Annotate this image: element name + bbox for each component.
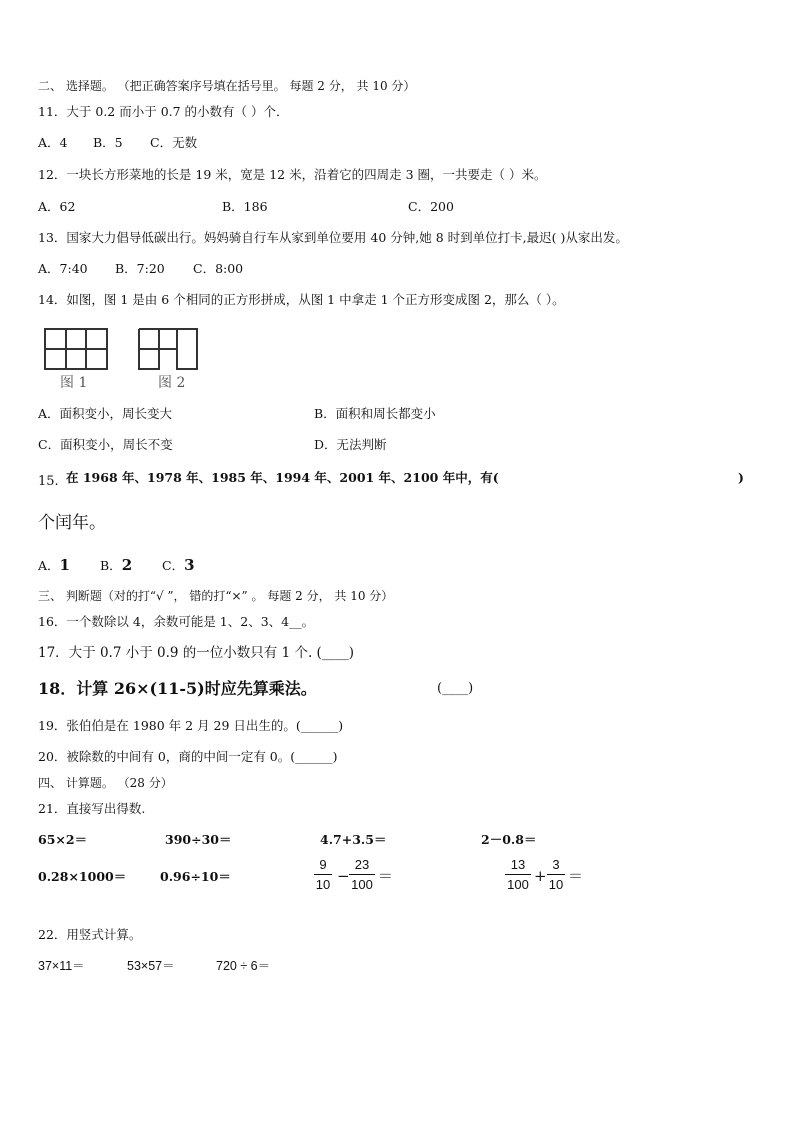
q21-frac1-numerator-1: 9 <box>319 857 327 872</box>
q21-frac2-denominator-1: 100 <box>507 877 529 892</box>
question-13: 13．国家大力倡导低碳出行。妈妈骑自行车从家到单位要用 40 分钟,她 8 时到单位打卡,最迟( )从家出发。 <box>38 230 628 245</box>
q15-line-1: 在 1968 年、1978 年、1985 年、1994 年、2001 年、2100 年中，有( <box>66 470 499 485</box>
q15-option-b-value: 2 <box>121 556 133 574</box>
q15-option-c-value: 3 <box>184 556 195 574</box>
q12-option-c: C．200 <box>408 199 454 214</box>
q21-frac2-denominator-2: 10 <box>548 877 564 892</box>
question-11: 11．大于 0.2 而小于 0.7 的小数有（ ）个． <box>38 104 289 119</box>
q15-number: 15. <box>38 474 59 489</box>
q21-item-1: 65×2＝ <box>38 832 88 847</box>
q21-frac2-numerator-1: 13 <box>510 857 526 872</box>
q14-option-a: A．面积变小，周长变大 <box>38 406 173 421</box>
question-14: 14．如图，图 1 是由 6 个相同的正方形拼成，从图 1 中拿走 1 个正方形变成图 2，那么（ ）。 <box>38 292 565 307</box>
question-18: 18．计算 26×(11-5)时应先算乘法。 <box>38 679 317 698</box>
q11-option-c: C．无数 <box>150 135 198 150</box>
figure-2-shape <box>138 328 198 370</box>
q15-option-a <box>38 557 70 574</box>
q21-item-4: 2－0.8＝ <box>481 832 537 847</box>
figure-1-grid <box>44 328 108 370</box>
q15-option-b <box>100 557 132 574</box>
q21-frac1-denominator-2: 100 <box>351 877 373 892</box>
q21-frac2-equals: ＝ <box>568 867 584 885</box>
q22-item-2: 53×57＝ <box>127 959 175 973</box>
q21-frac2-first <box>505 857 531 892</box>
q15-line-2: 个闰年。 <box>38 513 106 533</box>
q21-frac1-equals: ＝ <box>378 867 394 885</box>
q21-item-3: 4.7+3.5＝ <box>320 832 387 847</box>
q18-answer-blank: (____) <box>437 681 474 696</box>
question-16: 16．一个数除以 4，余数可能是 1、2、3、4__。 <box>38 614 315 629</box>
q21-frac2-second <box>547 857 565 892</box>
q12-option-b: B．186 <box>222 199 268 214</box>
section-4-title: 四、 计算题。 （28 分） <box>38 776 173 790</box>
q13-option-b: B．7:20 <box>115 261 165 276</box>
q21-item-2: 390÷30＝ <box>165 832 232 847</box>
q21-item-6: 0.96÷10＝ <box>160 869 231 884</box>
q15-option-c <box>162 557 195 574</box>
q15-option-c-letter: C． <box>162 558 185 573</box>
q21-frac2-numerator-2: 3 <box>552 857 560 872</box>
q21-frac1-first <box>314 857 332 892</box>
q12-option-a: A．62 <box>38 199 76 214</box>
q11-option-a: A．4 <box>38 135 68 150</box>
question-17: 17．大于 0.7 小于 0.9 的一位小数只有 1 个. (____) <box>38 645 355 661</box>
q22-item-1: 37×11＝ <box>38 959 85 973</box>
q21-frac2-operator: + <box>534 867 547 885</box>
q21-frac1-denominator-1: 10 <box>315 877 331 892</box>
question-19: 19．张伯伯是在 1980 年 2 月 29 日出生的。(______) <box>38 718 344 733</box>
q15-option-a-letter: A． <box>38 558 60 573</box>
q13-option-a: A．7:40 <box>38 261 88 276</box>
q14-option-c: C．面积变小，周长不变 <box>38 437 173 452</box>
q21-frac1-second <box>349 857 375 892</box>
q21-item-5: 0.28×1000＝ <box>38 869 127 884</box>
figure-2-label: 图 2 <box>158 375 186 391</box>
q15-option-a-value: 1 <box>59 556 70 574</box>
q22-item-3: 720 ÷ 6＝ <box>216 959 271 973</box>
q15-close-paren: ) <box>738 470 744 485</box>
q13-option-c: C．8:00 <box>193 261 244 276</box>
section-2-title: 二、 选择题。 （把正确答案序号填在括号里。 每题 2 分， 共 10 分） <box>38 79 416 93</box>
figure-1-label: 图 1 <box>60 375 88 391</box>
question-22: 22．用竖式计算。 <box>38 927 142 942</box>
section-3-title: 三、 判断题（对的打“√ ”， 错的打“×” 。 每题 2 分， 共 10 分） <box>38 589 394 603</box>
question-12: 12．一块长方形菜地的长是 19 米，宽是 12 米，沿着它的四周走 3 圈，一共要走（ ）米。 <box>38 167 547 182</box>
q21-frac1-operator: − <box>337 867 350 885</box>
q21-frac1-numerator-2: 23 <box>354 857 370 872</box>
q14-option-d: D．无法判断 <box>314 437 387 452</box>
q15-option-b-letter: B． <box>100 558 122 573</box>
question-21: 21．直接写出得数. <box>38 801 146 816</box>
question-20: 20．被除数的中间有 0，商的中间一定有 0。(______) <box>38 749 338 764</box>
q11-option-b: B．5 <box>93 135 123 150</box>
q14-option-b: B．面积和周长都变小 <box>314 406 436 421</box>
